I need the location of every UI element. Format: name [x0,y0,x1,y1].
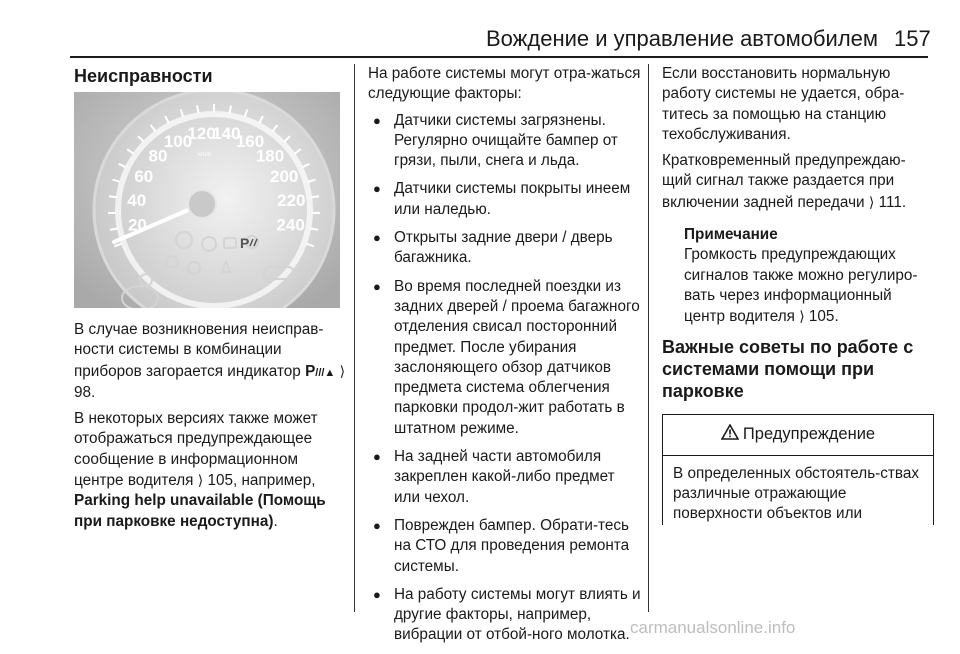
column-2 [368,64,644,654]
list-item: ● Открыты задние двери / дверь багажника. [368,228,644,269]
warning-text: В определенных обстоятель-ствах различные отражающие поверхности объектов или [663,456,933,525]
speed-label: 60 [134,167,153,186]
warning-header [663,415,933,456]
factors-list [368,111,644,646]
list-item: ● На работу системы могут влиять и другие факторы, например, вибрации от отбой-ного молотка. [368,585,644,646]
speed-label: 240 [276,216,304,235]
page-ref-arrow-icon: ⟩ [198,472,203,488]
header-rule [70,56,928,58]
speed-label: 120 [187,124,215,143]
message-text: Parking help unavailable (Помощь при парковке недоступна) [74,492,326,529]
list-item: ● Датчики системы загрязнены. Регулярно очищайте бампер от грязи, пыли, снега и льда. [368,111,644,172]
column-divider-2 [648,64,649,612]
column-divider-1 [354,64,355,612]
parking-indicator-icon: P [240,235,249,251]
list-item: ● Датчики системы покрыты инеем или наледью. [368,179,644,220]
speed-label: 200 [270,167,298,186]
speed-label: 20 [128,216,147,235]
speed-tick [197,105,198,113]
speed-label: 160 [236,132,264,151]
warning-box [662,414,934,525]
warning-title: Предупреждение [743,424,875,444]
column-3 [662,64,934,525]
speed-label: 220 [277,191,305,210]
header-title: Вождение и управление автомобилем [486,26,878,52]
speed-tick [230,105,231,113]
speed-label: 180 [256,147,284,166]
instrument-cluster-image [74,92,340,308]
speed-label: 100 [164,132,192,151]
speed-label: 140 [212,124,240,143]
fault-paragraph: В случае возникновения неисправ-ности системы в комбинации приборов загорается индикатор P///▲ ⟩ 98. [74,320,346,403]
note-text: Громкость предупреждающих сигналов также можно регулиро-вать через информационный центр водителя ⟩ 105. [684,245,934,327]
note-title: Примечание [684,225,934,245]
watermark: carmanualsonline.info [630,618,795,638]
list-item: ● На задней части автомобиля закреплен какой-либо предмет или чехол. [368,447,644,508]
message-paragraph: В некоторых версиях также может отображаться предупреждающее сообщение в информационном центре водителя ⟩ 105, например, Parking help unavailable (Помощь при парковке недоступна). [74,409,346,532]
parking-assist-indicator-icon: P///▲ [305,363,335,380]
page-ref-arrow-icon: ⟩ [799,308,804,324]
tips-heading: Важные советы по работе с системами помощи при парковке [662,336,934,402]
reverse-gear-paragraph: Кратковременный предупреждаю-щий сигнал также раздается при включении задней передачи ⟩ 111. [662,151,934,213]
column-1 [74,320,346,538]
note-block [684,225,934,327]
speed-tick [311,196,319,197]
speed-unit-label: km/h [198,152,211,158]
speed-tick [109,196,117,197]
factors-intro: На работе системы могут отра-жаться следующие факторы: [368,64,644,105]
speed-label: 80 [149,147,168,166]
page-ref-arrow-icon: ⟩ [869,194,874,210]
page-ref-arrow-icon: ⟩ [340,363,345,379]
page-header [0,0,960,58]
service-paragraph: Если восстановить нормальную работу системы не удается, обра-титесь за помощью на станцию техобслуживания. [662,64,934,145]
warning-triangle-icon [721,424,739,445]
list-item: ● Поврежден бампер. Обрати-тесь на СТО для проведения ремонта системы. [368,516,644,577]
section-title: Неисправности [74,66,213,87]
speed-label: 40 [127,191,146,210]
page-number: 157 [894,26,931,52]
list-item: ● Во время последней поездки из задних дверей / проема багажного отделения свисал посторонний предмет. После убирания заслоняющего обзор датчиков предмета система облегчения парковки продол-жит работать в штатном режиме. [368,277,644,439]
